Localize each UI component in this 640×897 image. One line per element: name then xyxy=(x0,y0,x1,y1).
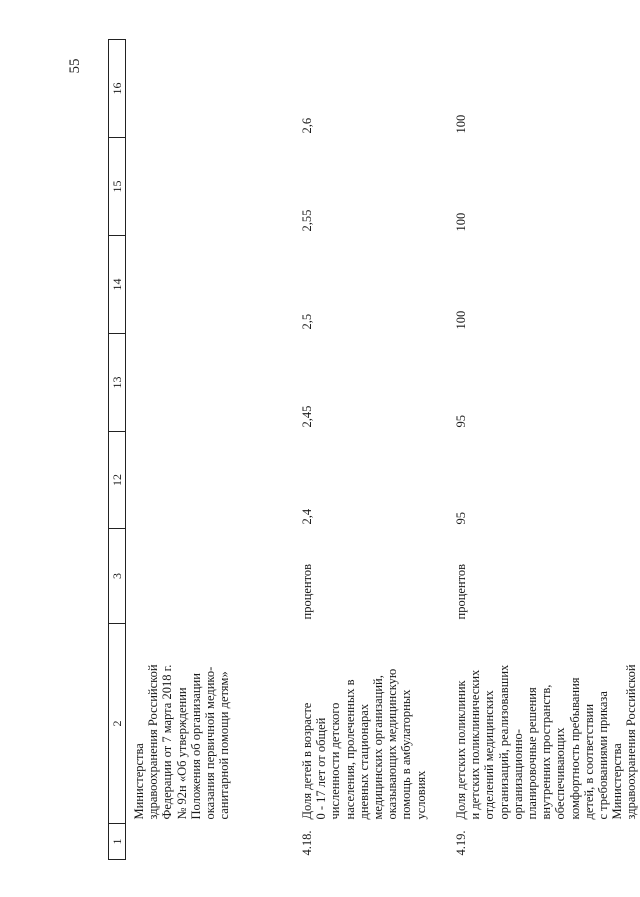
row-unit: процентов xyxy=(300,563,314,620)
description-line: обеспечивающих xyxy=(553,727,568,820)
description-line: численности детского xyxy=(328,702,343,820)
description-line: организационно- xyxy=(510,729,525,820)
table-row xyxy=(448,40,639,860)
description-line: условиях xyxy=(413,770,428,820)
description-line: здравоохранения Российской xyxy=(624,664,639,820)
description-line: комфортность пребывания xyxy=(567,677,582,820)
row-description xyxy=(448,624,639,824)
description-line: Министерства xyxy=(610,743,625,820)
value-col-13 xyxy=(126,334,295,432)
description-line: № 92н «Об утверждении xyxy=(174,687,189,820)
row-description xyxy=(294,624,448,824)
value-col-12 xyxy=(126,432,295,529)
description-line: оказания первичной медико- xyxy=(203,666,218,820)
description-line: внутренних пространств, xyxy=(539,684,554,820)
value-col-15: 2,55 xyxy=(300,209,314,232)
description-line: отделений медицинских xyxy=(482,690,497,820)
page-number: 55 xyxy=(67,58,83,74)
col-header-16: 16 xyxy=(109,40,126,138)
description-line: санитарной помощи детям» xyxy=(217,671,232,820)
description-line: Положения об организации xyxy=(188,673,203,820)
description-line: здравоохранения Российской xyxy=(146,664,161,820)
value-col-15 xyxy=(126,138,295,236)
description-line: дневных стационарах xyxy=(356,703,371,820)
description-line: Федерации от 7 марта 2018 г. xyxy=(160,664,175,820)
row-id: 4.19. xyxy=(454,830,468,856)
description-line: Министерства xyxy=(132,743,146,820)
description-line: организаций, реализовавших xyxy=(496,664,511,820)
description-line: Доля детей в возрасте xyxy=(300,702,314,820)
indicator-table xyxy=(108,39,639,860)
value-col-14 xyxy=(126,236,295,334)
value-col-16: 2,6 xyxy=(300,117,314,134)
value-col-14: 2,5 xyxy=(300,313,314,330)
description-line: детей, в соответствии xyxy=(581,703,596,820)
description-line: и детских поликлинических xyxy=(468,669,483,820)
value-col-12: 2,4 xyxy=(300,508,314,525)
col-header-14: 14 xyxy=(109,236,126,334)
description-line: населения, пролеченных в xyxy=(342,679,357,820)
value-col-16 xyxy=(126,40,295,138)
value-col-13: 95 xyxy=(454,415,468,428)
row-unit xyxy=(126,529,295,624)
row-unit: процентов xyxy=(454,563,468,620)
col-header-12: 12 xyxy=(109,432,126,529)
description-line: медицинских организаций, xyxy=(371,675,386,820)
row-description xyxy=(126,624,295,824)
value-col-16: 100 xyxy=(454,114,468,134)
value-col-15: 100 xyxy=(454,212,468,232)
col-header-15: 15 xyxy=(109,138,126,236)
description-line: с требованиями приказа xyxy=(596,691,611,820)
table-row xyxy=(126,40,295,860)
value-col-12: 95 xyxy=(454,512,468,525)
table-row xyxy=(294,40,448,860)
row-id: 4.18. xyxy=(300,830,314,856)
col-header-3: 3 xyxy=(109,529,126,624)
value-col-14: 100 xyxy=(454,310,468,330)
description-line: помощь в амбулаторных xyxy=(399,689,414,820)
col-header-2: 2 xyxy=(109,624,126,824)
value-col-13: 2,45 xyxy=(300,405,314,428)
header-row xyxy=(109,40,126,860)
description-line: 0 - 17 лет от общей xyxy=(314,717,329,820)
description-line: оказывающих медицинскую xyxy=(385,668,400,820)
col-header-1: 1 xyxy=(109,824,126,860)
description-line: планировочные решения xyxy=(525,687,540,820)
col-header-13: 13 xyxy=(109,334,126,432)
table-container xyxy=(108,40,639,860)
description-line: Доля детских поликлиник xyxy=(454,680,468,820)
row-id xyxy=(126,824,295,860)
